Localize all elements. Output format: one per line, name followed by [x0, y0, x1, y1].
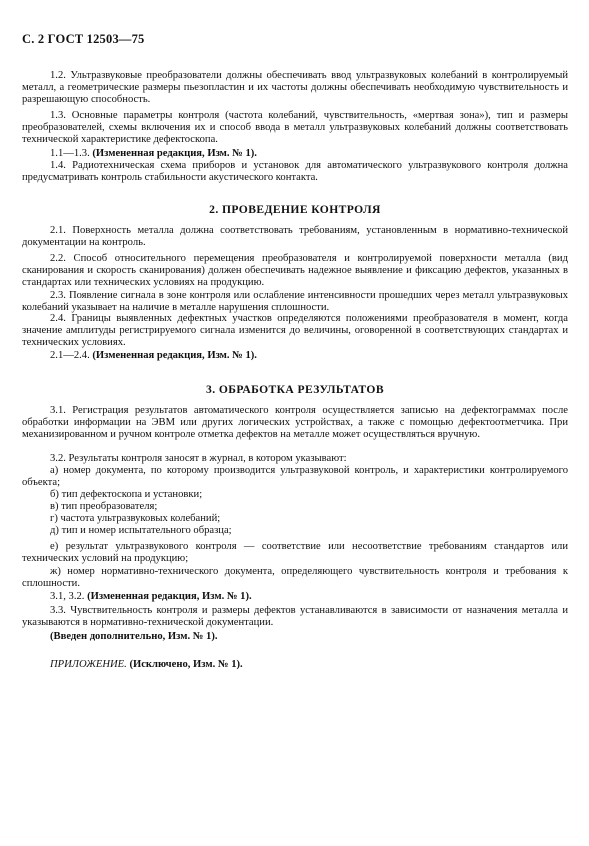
added-note: (Введен дополнительно, Изм. № 1). — [50, 631, 218, 642]
paragraph-1-2: 1.2. Ультразвуковые преобразователи должны обеспечивать ввод ультразвуковых колебаний в контролируемый металл, а геометрические размеры пьезопластин и их частоты должны обеспечивать необходимую чувствительность и разрешающую способность. — [22, 70, 568, 105]
paragraph-1-4: 1.4. Радиотехническая схема приборов и установок для автоматического ультразвукового контроля должна предусматривать контроль стабильности акустического контакта. — [22, 160, 568, 183]
paragraph-2-2: 2.2. Способ относительного перемещения преобразователя и контролируемой поверхности металла (вид сканирования и скорость сканирования) должен обеспечивать надежное выявление и фиксацию дефектов, указанных в стандартах или технических условиях на продукцию. — [22, 253, 568, 288]
revision-note-2 — [22, 350, 568, 362]
revision-text: (Измененная редакция, Изм. № 1). — [92, 148, 257, 159]
list-item: б) тип дефектоскопа и установки; — [50, 489, 203, 500]
list-item: ж) номер нормативно-технического документа, определяющего чувствительность контроля и требования к сплошности. — [22, 566, 568, 589]
revision-text: (Измененная редакция, Изм. № 1). — [87, 591, 252, 602]
list-item: а) номер документа, по которому производится ультразвуковой контроль, и характеристики контролируемого объекта; — [22, 465, 568, 488]
revision-prefix: 3.1, 3.2. — [50, 591, 85, 602]
paragraph-1-3: 1.3. Основные параметры контроля (частота колебаний, чувствительность, «мертвая зона»), тип и размеры преобразователей, схемы включения их и способ ввода в металл ультразвуковых колебаний должны соответствовать технической характеристике дефектоскопа. — [22, 110, 568, 145]
paragraph-2-1: 2.1. Поверхность металла должна соответствовать требованиям, установленным в нормативно-технической документации на контроль. — [22, 225, 568, 248]
revision-text: (Измененная редакция, Изм. № 1). — [92, 350, 257, 361]
list-item: д) тип и номер испытательного образца; — [50, 525, 232, 536]
revision-note-3 — [22, 591, 568, 603]
revision-prefix: 1.1—1.3. — [50, 148, 90, 159]
section-3-heading: 3. ОБРАБОТКА РЕЗУЛЬТАТОВ — [206, 383, 384, 396]
list-item: е) результат ультразвукового контроля — соответствие или несоответствие требованиям стандартов или технических условий на продукцию; — [22, 541, 568, 564]
paragraph-3-1: 3.1. Регистрация результатов автоматического контроля осуществляется записью на дефектограммах после обработки информации на ЭВМ или других логических устройствах, а также с помощью дефектоотметчика. При механизированном и ручном контроле отметка дефектов на металле может осуществляться вручную. — [22, 405, 568, 440]
paragraph-3-3: 3.3. Чувствительность контроля и размеры дефектов устанавливаются в зависимости от назначения металла и указываются в нормативно-технической документации. — [22, 605, 568, 628]
appendix-status: (Исключено, Изм. № 1). — [129, 659, 243, 670]
appendix-note — [22, 659, 568, 671]
appendix-label: ПРИЛОЖЕНИЕ. — [50, 659, 127, 670]
revision-note-1 — [22, 148, 568, 160]
list-item: г) частота ультразвуковых колебаний; — [50, 513, 221, 524]
list-item: в) тип преобразователя; — [50, 501, 158, 512]
page-header: С. 2 ГОСТ 12503—75 — [22, 32, 145, 46]
paragraph-3-2: 3.2. Результаты контроля заносят в журнал, в котором указывают: — [50, 453, 347, 464]
section-2-heading: 2. ПРОВЕДЕНИЕ КОНТРОЛЯ — [209, 203, 381, 216]
paragraph-2-3: 2.3. Появление сигнала в зоне контроля или ослабление интенсивности прошедших через металл ультразвуковых колебаний указывает на наличие в металле нарушения сплошности. — [22, 290, 568, 313]
paragraph-2-4: 2.4. Границы выявленных дефектных участков определяются положениями преобразователя в момент, когда значение амплитуды регистрируемого сигнала изменится до величины, оговоренной в соответствующих стандартах и технических условиях. — [22, 313, 568, 348]
revision-prefix: 2.1—2.4. — [50, 350, 90, 361]
